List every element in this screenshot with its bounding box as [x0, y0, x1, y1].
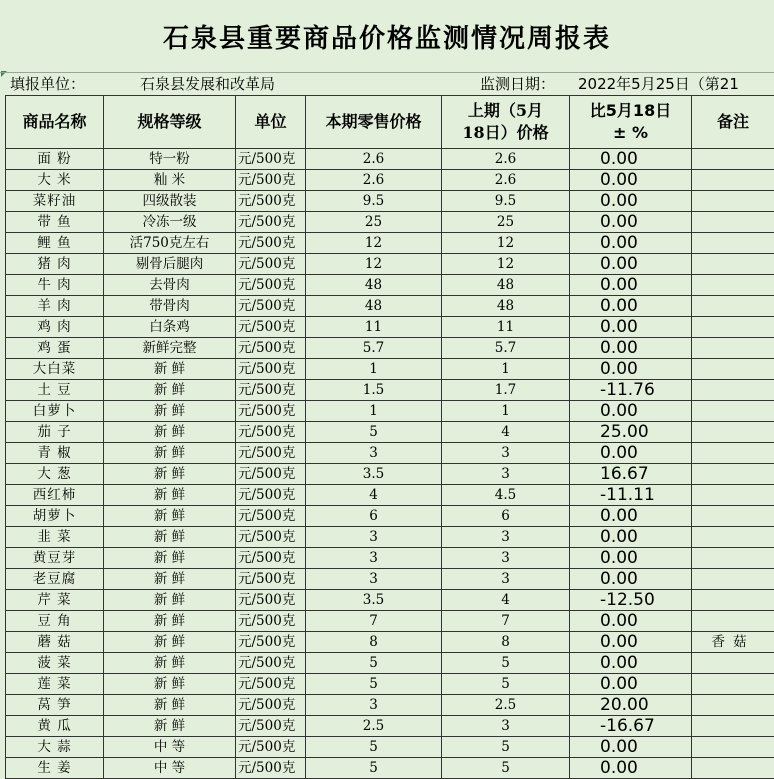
- table-row: [6, 464, 774, 485]
- cell-prev-price[interactable]: 5: [442, 653, 570, 674]
- cell-prev-price[interactable]: 1.7: [442, 380, 570, 401]
- cell-spec[interactable]: 冷冻一级: [104, 212, 236, 233]
- cell-note[interactable]: [692, 443, 774, 464]
- table-row: [6, 443, 774, 464]
- header-current-price[interactable]: 本期零售价格: [306, 96, 442, 149]
- cell-change-pct[interactable]: 0.00: [570, 653, 692, 674]
- cell-change-pct[interactable]: 0.00: [570, 212, 692, 233]
- cell-prev-price[interactable]: 3: [442, 716, 570, 737]
- cell-name[interactable]: 菜籽油: [6, 191, 104, 212]
- cell-unit[interactable]: 元/500克: [236, 674, 306, 695]
- cell-note[interactable]: [692, 254, 774, 275]
- reporting-unit-label: 填报单位：: [10, 75, 86, 93]
- table-row: [6, 674, 774, 695]
- cell-change-pct[interactable]: 0.00: [570, 401, 692, 422]
- cell-name[interactable]: 猪 肉: [6, 254, 104, 275]
- cell-note[interactable]: 香菇: [692, 632, 774, 653]
- cell-spec[interactable]: 新 鲜: [104, 401, 236, 422]
- table-row: [6, 212, 774, 233]
- table-row: [6, 716, 774, 737]
- cell-prev-price[interactable]: 1: [442, 401, 570, 422]
- cell-note[interactable]: [692, 506, 774, 527]
- header-pct-line1: 比5月18日: [589, 101, 672, 120]
- cell-change-pct[interactable]: 0.00: [570, 632, 692, 653]
- report-info-bar: [0, 72, 774, 96]
- cell-unit[interactable]: 元/500克: [236, 464, 306, 485]
- cell-change-pct[interactable]: -16.67: [570, 716, 692, 737]
- cell-current-price[interactable]: 5: [306, 422, 442, 443]
- cell-spec[interactable]: 中 等: [104, 737, 236, 758]
- cell-current-price[interactable]: 5: [306, 653, 442, 674]
- cell-note[interactable]: [692, 611, 774, 632]
- table-row: [6, 254, 774, 275]
- cell-change-pct[interactable]: 0.00: [570, 275, 692, 296]
- cell-name[interactable]: 牛 肉: [6, 275, 104, 296]
- cell-change-pct[interactable]: 0.00: [570, 758, 692, 779]
- cell-unit[interactable]: 元/500克: [236, 149, 306, 170]
- cell-spec[interactable]: 新 鲜: [104, 590, 236, 611]
- cell-prev-price[interactable]: 5.7: [442, 338, 570, 359]
- cell-spec[interactable]: 中 等: [104, 758, 236, 779]
- header-prev-line2: 18日）价格: [462, 123, 549, 142]
- cell-spec[interactable]: 新 鲜: [104, 674, 236, 695]
- header-name[interactable]: 商品名称: [6, 96, 104, 149]
- cell-unit[interactable]: 元/500克: [236, 422, 306, 443]
- cell-name[interactable]: 胡萝卜: [6, 506, 104, 527]
- cell-name[interactable]: 黄豆芽: [6, 548, 104, 569]
- reporting-unit-value: 石泉县发展和改革局: [140, 75, 276, 93]
- cell-current-price[interactable]: 12: [306, 233, 442, 254]
- cell-unit[interactable]: 元/500克: [236, 569, 306, 590]
- table-row: [6, 590, 774, 611]
- cell-current-price[interactable]: 2.6: [306, 170, 442, 191]
- table-row: [6, 653, 774, 674]
- cell-note[interactable]: [692, 527, 774, 548]
- cell-change-pct[interactable]: 0.00: [570, 254, 692, 275]
- cell-unit[interactable]: 元/500克: [236, 191, 306, 212]
- cell-spec[interactable]: 新 鲜: [104, 548, 236, 569]
- header-note[interactable]: 备注: [692, 96, 774, 149]
- cell-note[interactable]: [692, 170, 774, 191]
- table-body: [6, 149, 774, 779]
- monitor-date-label: 监测日期：: [480, 75, 556, 93]
- cell-change-pct[interactable]: -11.76: [570, 380, 692, 401]
- cell-spec[interactable]: 新鲜完整: [104, 338, 236, 359]
- cell-current-price[interactable]: 3: [306, 527, 442, 548]
- table-row: [6, 695, 774, 716]
- cell-current-price[interactable]: 4: [306, 485, 442, 506]
- cell-current-price[interactable]: 6: [306, 506, 442, 527]
- cell-note[interactable]: [692, 590, 774, 611]
- cell-spec[interactable]: 活750克左右: [104, 233, 236, 254]
- cell-change-pct[interactable]: 0.00: [570, 674, 692, 695]
- cell-spec[interactable]: 特一粉: [104, 149, 236, 170]
- cell-change-pct[interactable]: 16.67: [570, 464, 692, 485]
- cell-current-price[interactable]: 3: [306, 569, 442, 590]
- cell-prev-price[interactable]: 5: [442, 758, 570, 779]
- cell-note[interactable]: [692, 548, 774, 569]
- cell-change-pct[interactable]: 0.00: [570, 170, 692, 191]
- cell-spec[interactable]: 新 鲜: [104, 653, 236, 674]
- cell-name[interactable]: 鸡 蛋: [6, 338, 104, 359]
- cell-name[interactable]: 鸡 肉: [6, 317, 104, 338]
- cell-name[interactable]: 青 椒: [6, 443, 104, 464]
- cell-unit[interactable]: 元/500克: [236, 758, 306, 779]
- cell-name[interactable]: 生 姜: [6, 758, 104, 779]
- cell-spec[interactable]: 去骨肉: [104, 275, 236, 296]
- table-row: [6, 170, 774, 191]
- cell-current-price[interactable]: 3.5: [306, 464, 442, 485]
- cell-unit[interactable]: 元/500克: [236, 485, 306, 506]
- cell-name[interactable]: 莴 笋: [6, 695, 104, 716]
- cell-prev-price[interactable]: 3: [442, 464, 570, 485]
- cell-prev-price[interactable]: 48: [442, 275, 570, 296]
- cell-note[interactable]: [692, 758, 774, 779]
- cell-name[interactable]: 大 蒜: [6, 737, 104, 758]
- cell-note[interactable]: [692, 485, 774, 506]
- header-prev-price[interactable]: [442, 96, 570, 149]
- cell-change-pct[interactable]: 0.00: [570, 569, 692, 590]
- cell-prev-price[interactable]: 7: [442, 611, 570, 632]
- cell-note[interactable]: [692, 653, 774, 674]
- cell-current-price[interactable]: 3: [306, 548, 442, 569]
- cell-name[interactable]: 大 葱: [6, 464, 104, 485]
- cell-spec[interactable]: 新 鲜: [104, 359, 236, 380]
- cell-name[interactable]: 芹 菜: [6, 590, 104, 611]
- table-row: [6, 317, 774, 338]
- cell-spec[interactable]: 新 鲜: [104, 443, 236, 464]
- cell-unit[interactable]: 元/500克: [236, 170, 306, 191]
- cell-unit[interactable]: 元/500克: [236, 359, 306, 380]
- cell-change-pct[interactable]: 0.00: [570, 317, 692, 338]
- cell-spec[interactable]: 新 鲜: [104, 569, 236, 590]
- table-row: [6, 275, 774, 296]
- cell-prev-price[interactable]: 3: [442, 527, 570, 548]
- cell-prev-price[interactable]: 3: [442, 548, 570, 569]
- cell-spec[interactable]: 新 鲜: [104, 422, 236, 443]
- cell-note[interactable]: [692, 149, 774, 170]
- table-row: [6, 338, 774, 359]
- cell-unit[interactable]: 元/500克: [236, 254, 306, 275]
- cell-spec[interactable]: 新 鲜: [104, 695, 236, 716]
- cell-prev-price[interactable]: 4: [442, 590, 570, 611]
- price-table: [5, 95, 774, 779]
- cell-change-pct[interactable]: 0.00: [570, 233, 692, 254]
- header-prev-line1: 上期（5月: [467, 101, 544, 120]
- cell-name[interactable]: 蘑 菇: [6, 632, 104, 653]
- cell-current-price[interactable]: 5.7: [306, 338, 442, 359]
- cell-current-price[interactable]: 5: [306, 674, 442, 695]
- cell-prev-price[interactable]: 5: [442, 737, 570, 758]
- cell-change-pct[interactable]: 0.00: [570, 737, 692, 758]
- cell-change-pct[interactable]: 0.00: [570, 443, 692, 464]
- cell-name[interactable]: 羊 肉: [6, 296, 104, 317]
- cell-name[interactable]: 大白菜: [6, 359, 104, 380]
- cell-change-pct[interactable]: 0.00: [570, 338, 692, 359]
- cell-prev-price[interactable]: 4: [442, 422, 570, 443]
- cell-unit[interactable]: 元/500克: [236, 590, 306, 611]
- cell-note[interactable]: [692, 569, 774, 590]
- cell-change-pct[interactable]: 0.00: [570, 548, 692, 569]
- cell-current-price[interactable]: 48: [306, 275, 442, 296]
- cell-change-pct[interactable]: 0.00: [570, 611, 692, 632]
- cell-name[interactable]: 老豆腐: [6, 569, 104, 590]
- cell-unit[interactable]: 元/500克: [236, 380, 306, 401]
- table-row: [6, 401, 774, 422]
- cell-name[interactable]: 大 米: [6, 170, 104, 191]
- table-row: [6, 548, 774, 569]
- cell-note[interactable]: [692, 212, 774, 233]
- cell-unit[interactable]: 元/500克: [236, 275, 306, 296]
- cell-spec[interactable]: 新 鲜: [104, 464, 236, 485]
- cell-spec[interactable]: 白条鸡: [104, 317, 236, 338]
- cell-change-pct[interactable]: 0.00: [570, 359, 692, 380]
- table-row: [6, 359, 774, 380]
- table-row: [6, 233, 774, 254]
- cell-change-pct[interactable]: 20.00: [570, 695, 692, 716]
- cell-prev-price[interactable]: 25: [442, 212, 570, 233]
- table-header-row: [6, 96, 774, 149]
- cell-change-pct[interactable]: -11.11: [570, 485, 692, 506]
- cell-unit[interactable]: 元/500克: [236, 212, 306, 233]
- cell-unit[interactable]: 元/500克: [236, 317, 306, 338]
- cell-change-pct[interactable]: 25.00: [570, 422, 692, 443]
- cell-unit[interactable]: 元/500克: [236, 506, 306, 527]
- cell-name[interactable]: 面 粉: [6, 149, 104, 170]
- cell-note[interactable]: [692, 695, 774, 716]
- cell-name[interactable]: 白萝卜: [6, 401, 104, 422]
- cell-note[interactable]: [692, 380, 774, 401]
- table-row: [6, 758, 774, 779]
- cell-name[interactable]: 土 豆: [6, 380, 104, 401]
- cell-prev-price[interactable]: 2.6: [442, 149, 570, 170]
- cell-prev-price[interactable]: 1: [442, 359, 570, 380]
- cell-note[interactable]: [692, 233, 774, 254]
- table-row: [6, 737, 774, 758]
- cell-change-pct[interactable]: -12.50: [570, 590, 692, 611]
- cell-prev-price[interactable]: 11: [442, 317, 570, 338]
- cell-spec[interactable]: 带骨肉: [104, 296, 236, 317]
- cell-note[interactable]: [692, 317, 774, 338]
- cell-spec[interactable]: 新 鲜: [104, 506, 236, 527]
- cell-unit[interactable]: 元/500克: [236, 338, 306, 359]
- cell-current-price[interactable]: 12: [306, 254, 442, 275]
- cell-prev-price[interactable]: 5: [442, 674, 570, 695]
- cell-change-pct[interactable]: 0.00: [570, 296, 692, 317]
- table-row: [6, 380, 774, 401]
- cell-unit[interactable]: 元/500克: [236, 548, 306, 569]
- cell-spec[interactable]: 剔骨后腿肉: [104, 254, 236, 275]
- cell-spec[interactable]: 新 鲜: [104, 632, 236, 653]
- cell-prev-price[interactable]: 3: [442, 569, 570, 590]
- cell-note[interactable]: [692, 422, 774, 443]
- cell-unit[interactable]: 元/500克: [236, 737, 306, 758]
- cell-spec[interactable]: 四级散装: [104, 191, 236, 212]
- cell-note[interactable]: [692, 674, 774, 695]
- cell-prev-price[interactable]: 12: [442, 233, 570, 254]
- table-row: [6, 485, 774, 506]
- cell-prev-price[interactable]: 2.6: [442, 170, 570, 191]
- cell-prev-price[interactable]: 3: [442, 443, 570, 464]
- cell-current-price[interactable]: 3: [306, 695, 442, 716]
- cell-name[interactable]: 茄 子: [6, 422, 104, 443]
- cell-prev-price[interactable]: 8: [442, 632, 570, 653]
- cell-unit[interactable]: 元/500克: [236, 443, 306, 464]
- cell-unit[interactable]: 元/500克: [236, 233, 306, 254]
- cell-spec[interactable]: 新 鲜: [104, 611, 236, 632]
- table-row: [6, 149, 774, 170]
- table-row: [6, 611, 774, 632]
- cell-prev-price[interactable]: 48: [442, 296, 570, 317]
- cell-note[interactable]: [692, 191, 774, 212]
- cell-name[interactable]: 莲 菜: [6, 674, 104, 695]
- cell-unit[interactable]: 元/500克: [236, 716, 306, 737]
- cell-name[interactable]: 带 鱼: [6, 212, 104, 233]
- cell-note[interactable]: [692, 296, 774, 317]
- table-row: [6, 191, 774, 212]
- cell-note[interactable]: [692, 464, 774, 485]
- cell-current-price[interactable]: 48: [306, 296, 442, 317]
- table-row: [6, 632, 774, 653]
- cell-current-price[interactable]: 7: [306, 611, 442, 632]
- cell-unit[interactable]: 元/500克: [236, 632, 306, 653]
- table-row: [6, 422, 774, 443]
- cell-note[interactable]: [692, 275, 774, 296]
- cell-unit[interactable]: 元/500克: [236, 527, 306, 548]
- cell-note[interactable]: [692, 716, 774, 737]
- report-title: 石泉县重要商品价格监测情况周报表: [162, 23, 611, 54]
- cell-prev-price[interactable]: 6: [442, 506, 570, 527]
- cell-name[interactable]: 黄 瓜: [6, 716, 104, 737]
- cell-spec[interactable]: 新 鲜: [104, 716, 236, 737]
- header-unit[interactable]: 单位: [236, 96, 306, 149]
- cell-note[interactable]: [692, 401, 774, 422]
- cell-name[interactable]: 鲤 鱼: [6, 233, 104, 254]
- header-spec[interactable]: 规格等级: [104, 96, 236, 149]
- table-row: [6, 506, 774, 527]
- cell-current-price[interactable]: 8: [306, 632, 442, 653]
- cell-unit[interactable]: 元/500克: [236, 401, 306, 422]
- cell-current-price[interactable]: 25: [306, 212, 442, 233]
- header-change-pct[interactable]: [570, 96, 692, 149]
- cell-current-price[interactable]: 3: [306, 443, 442, 464]
- cell-name[interactable]: 菠 菜: [6, 653, 104, 674]
- cell-current-price[interactable]: 9.5: [306, 191, 442, 212]
- cell-change-pct[interactable]: 0.00: [570, 527, 692, 548]
- cell-current-price[interactable]: 2.6: [306, 149, 442, 170]
- table-row: [6, 569, 774, 590]
- cell-current-price[interactable]: 3.5: [306, 590, 442, 611]
- cell-unit[interactable]: 元/500克: [236, 653, 306, 674]
- cell-spec[interactable]: 新 鲜: [104, 485, 236, 506]
- cell-prev-price[interactable]: 12: [442, 254, 570, 275]
- cell-spec[interactable]: 新 鲜: [104, 527, 236, 548]
- cell-change-pct[interactable]: 0.00: [570, 149, 692, 170]
- header-pct-line2: ± %: [612, 123, 648, 142]
- cell-current-price[interactable]: 2.5: [306, 716, 442, 737]
- table-row: [6, 296, 774, 317]
- cell-unit[interactable]: 元/500克: [236, 296, 306, 317]
- cell-prev-price[interactable]: 9.5: [442, 191, 570, 212]
- monitor-date-value: 2022年5月25日（第21: [578, 75, 739, 93]
- cell-prev-price[interactable]: 4.5: [442, 485, 570, 506]
- cell-unit[interactable]: 元/500克: [236, 695, 306, 716]
- cell-name[interactable]: 西红柿: [6, 485, 104, 506]
- cell-name[interactable]: 豆 角: [6, 611, 104, 632]
- cell-note[interactable]: [692, 737, 774, 758]
- cell-current-price[interactable]: 11: [306, 317, 442, 338]
- cell-note[interactable]: [692, 359, 774, 380]
- table-row: [6, 527, 774, 548]
- cell-note[interactable]: [692, 338, 774, 359]
- cell-unit[interactable]: 元/500克: [236, 611, 306, 632]
- cell-prev-price[interactable]: 2.5: [442, 695, 570, 716]
- cell-name[interactable]: 韭 菜: [6, 527, 104, 548]
- cell-current-price[interactable]: 5: [306, 758, 442, 779]
- cell-change-pct[interactable]: 0.00: [570, 506, 692, 527]
- cell-change-pct[interactable]: 0.00: [570, 191, 692, 212]
- cell-current-price[interactable]: 5: [306, 737, 442, 758]
- cell-current-price[interactable]: 1: [306, 359, 442, 380]
- cell-spec[interactable]: 籼 米: [104, 170, 236, 191]
- cell-current-price[interactable]: 1: [306, 401, 442, 422]
- cell-spec[interactable]: 新 鲜: [104, 380, 236, 401]
- cell-current-price[interactable]: 1.5: [306, 380, 442, 401]
